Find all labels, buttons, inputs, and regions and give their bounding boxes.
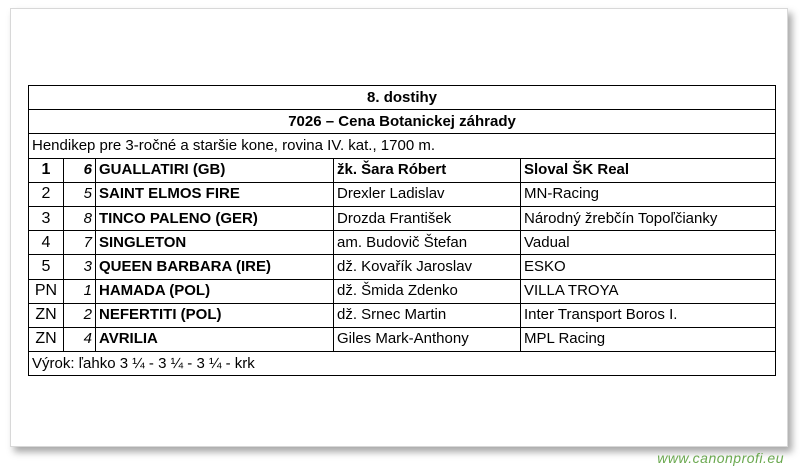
horse-number: 2 — [64, 303, 96, 327]
owner-name: MN-Racing — [521, 182, 776, 206]
finish-position: ZN — [29, 327, 64, 351]
race-conditions: Hendikep pre 3-ročné a staršie kone, rovina IV. kat., 1700 m. — [29, 134, 776, 158]
horse-number: 8 — [64, 206, 96, 230]
owner-name: VILLA TROYA — [521, 279, 776, 303]
owner-name: Inter Transport Boros I. — [521, 303, 776, 327]
horse-number: 4 — [64, 327, 96, 351]
horse-number: 1 — [64, 279, 96, 303]
race-number: 8. dostihy — [29, 86, 776, 110]
horse-number: 5 — [64, 182, 96, 206]
finish-position: 4 — [29, 231, 64, 255]
race-title-row — [29, 110, 776, 134]
owner-name: MPL Racing — [521, 327, 776, 351]
finish-position: 3 — [29, 206, 64, 230]
horse-name: SINGLETON — [96, 231, 334, 255]
race-title: 7026 – Cena Botanickej záhrady — [29, 110, 776, 134]
jockey-name: dž. Šmida Zdenko — [334, 279, 521, 303]
race-conditions-row — [29, 134, 776, 158]
result-row — [29, 206, 776, 230]
owner-name: Vadual — [521, 231, 776, 255]
race-results-table — [28, 85, 776, 376]
jockey-name: dž. Kovařík Jaroslav — [334, 255, 521, 279]
owner-name: Národný žrebčín Topoľčianky — [521, 206, 776, 230]
horse-name: AVRILIA — [96, 327, 334, 351]
horse-name: TINCO PALENO (GER) — [96, 206, 334, 230]
finish-position: ZN — [29, 303, 64, 327]
result-row — [29, 327, 776, 351]
horse-name: QUEEN BARBARA (IRE) — [96, 255, 334, 279]
finish-position: 5 — [29, 255, 64, 279]
result-row — [29, 158, 776, 182]
jockey-name: žk. Šara Róbert — [334, 158, 521, 182]
verdict-row — [29, 352, 776, 376]
jockey-name: dž. Srnec Martin — [334, 303, 521, 327]
race-header-row — [29, 86, 776, 110]
jockey-name: am. Budovič Štefan — [334, 231, 521, 255]
horse-name: GUALLATIRI (GB) — [96, 158, 334, 182]
result-row — [29, 182, 776, 206]
finish-position: 2 — [29, 182, 64, 206]
horse-name: SAINT ELMOS FIRE — [96, 182, 334, 206]
finish-position: PN — [29, 279, 64, 303]
owner-name: ESKO — [521, 255, 776, 279]
horse-number: 6 — [64, 158, 96, 182]
horse-name: HAMADA (POL) — [96, 279, 334, 303]
result-row — [29, 303, 776, 327]
result-row — [29, 279, 776, 303]
horse-number: 7 — [64, 231, 96, 255]
result-row — [29, 231, 776, 255]
jockey-name: Drexler Ladislav — [334, 182, 521, 206]
race-verdict: Výrok: ľahko 3 ¼ - 3 ¼ - 3 ¼ - krk — [29, 352, 776, 376]
owner-name: Sloval ŠK Real — [521, 158, 776, 182]
jockey-name: Giles Mark-Anthony — [334, 327, 521, 351]
horse-number: 3 — [64, 255, 96, 279]
finish-position: 1 — [29, 158, 64, 182]
horse-name: NEFERTITI (POL) — [96, 303, 334, 327]
result-row — [29, 255, 776, 279]
watermark: www.canonprofi.eu — [657, 450, 784, 466]
jockey-name: Drozda František — [334, 206, 521, 230]
